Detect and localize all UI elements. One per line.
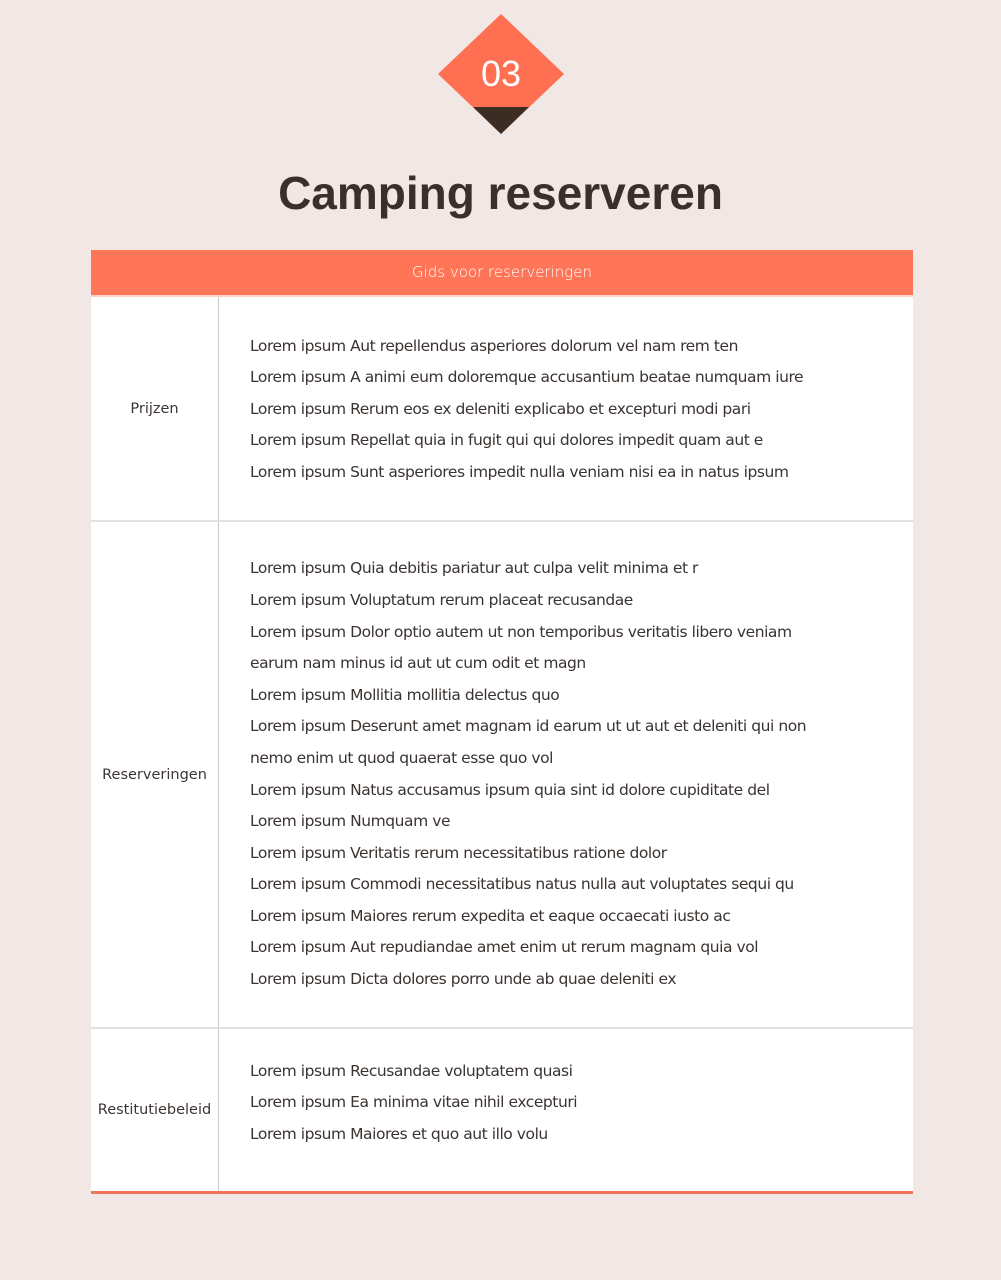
list-item: Lorem ipsum Veritatis rerum necessitatibus ratione dolor xyxy=(250,843,667,862)
list-item: Lorem ipsum Maiores et quo aut illo volu xyxy=(250,1124,548,1143)
list-item: Lorem ipsum Numquam ve xyxy=(250,812,451,831)
table-row-restitutiebeleid xyxy=(91,1029,913,1191)
row-content xyxy=(219,297,913,520)
section-number: 03 xyxy=(480,53,522,94)
section-number-badge xyxy=(438,14,564,134)
table-row-reserveringen xyxy=(91,522,913,1029)
table-header: Gids voor reserveringen xyxy=(91,250,913,297)
row-label: Reserveringen xyxy=(91,522,219,1027)
list-item: Lorem ipsum Maiores rerum expedita et eaque occaecati iusto ac xyxy=(250,906,731,925)
row-label: Prijzen xyxy=(91,297,219,520)
list-item: Lorem ipsum Aut repellendus asperiores dolorum vel nam rem ten xyxy=(250,336,738,355)
list-item: Lorem ipsum Deserunt amet magnam id earum ut ut aut et deleniti qui non xyxy=(250,717,807,736)
list-item: Lorem ipsum Quia debitis pariatur aut culpa velit minima et r xyxy=(250,559,698,578)
list-item: Lorem ipsum Natus accusamus ipsum quia sint id dolore cupiditate del xyxy=(250,780,770,799)
list-item: Lorem ipsum Ea minima vitae nihil excepturi xyxy=(250,1093,578,1112)
list-item: Lorem ipsum Rerum eos ex deleniti explicabo et excepturi modi pari xyxy=(250,399,751,418)
reservation-guide-table xyxy=(91,250,913,1194)
list-item: nemo enim ut quod quaerat esse quo vol xyxy=(250,748,553,767)
list-item: earum nam minus id aut ut cum odit et magn xyxy=(250,654,586,673)
list-item: Lorem ipsum Recusandae voluptatem quasi xyxy=(250,1061,573,1080)
list-item: Lorem ipsum Dicta dolores porro unde ab quae deleniti ex xyxy=(250,970,677,989)
list-item: Lorem ipsum Sunt asperiores impedit nulla veniam nisi ea in natus ipsum xyxy=(250,462,789,481)
list-item: Lorem ipsum Aut repudiandae amet enim ut rerum magnam quia vol xyxy=(250,938,759,957)
page-title: Camping reserveren xyxy=(278,167,723,219)
table-row-prijzen xyxy=(91,297,913,522)
list-item: Lorem ipsum Voluptatum rerum placeat recusandae xyxy=(250,590,633,609)
list-item: Lorem ipsum A animi eum doloremque accusantium beatae numquam iure xyxy=(250,368,804,387)
row-content xyxy=(219,522,913,1027)
list-item: Lorem ipsum Mollitia mollitia delectus quo xyxy=(250,685,560,704)
list-item: Lorem ipsum Dolor optio autem ut non temporibus veritatis libero veniam xyxy=(250,622,792,641)
row-label: Restitutiebeleid xyxy=(91,1029,219,1191)
list-item: Lorem ipsum Repellat quia in fugit qui qui dolores impedit quam aut e xyxy=(250,431,763,450)
row-content xyxy=(219,1029,913,1191)
list-item: Lorem ipsum Commodi necessitatibus natus nulla aut voluptates sequi qu xyxy=(250,875,794,894)
